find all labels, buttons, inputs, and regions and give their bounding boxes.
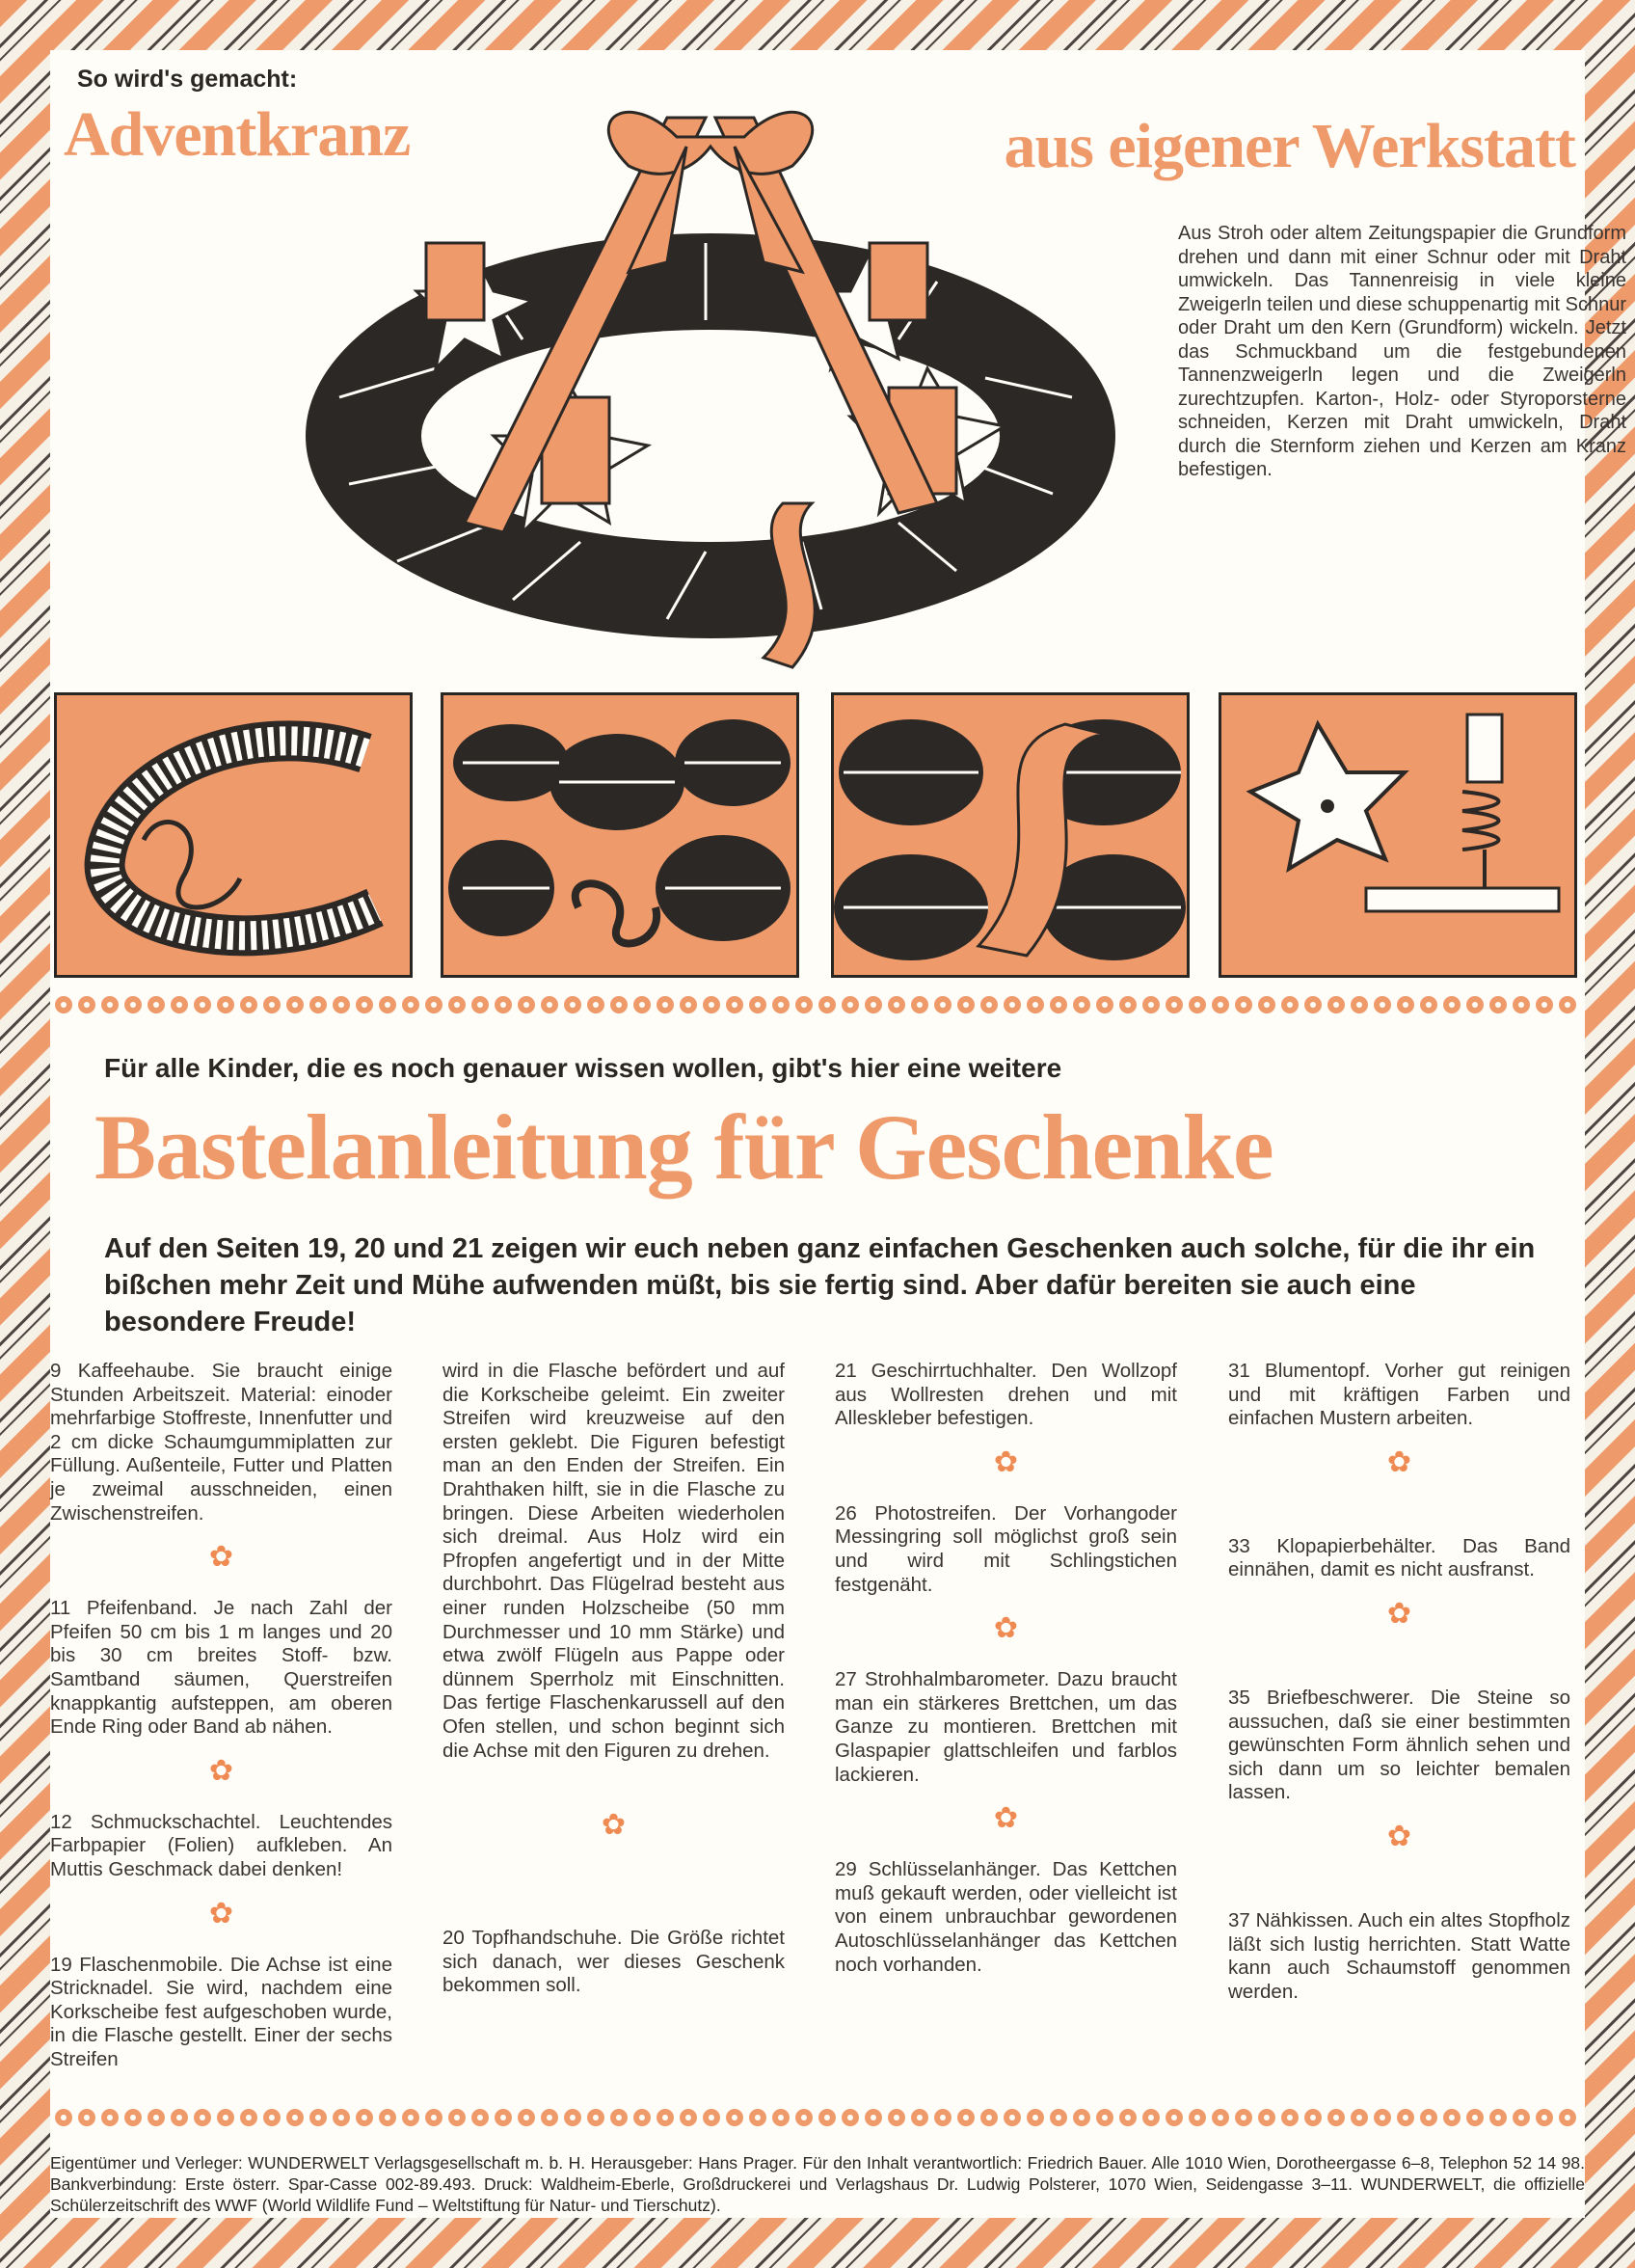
flower-dot-center [963, 2115, 969, 2120]
flower-dot-center [385, 2115, 390, 2120]
flower-dot-center [1356, 2115, 1362, 2120]
flower-dot-center [639, 2115, 645, 2120]
flower-dot-center [1218, 1002, 1223, 1008]
flower-dot-center [1102, 1002, 1108, 1008]
flower-dot-center [1356, 1002, 1362, 1008]
flower-icon: ✿ [208, 1541, 234, 1574]
flower-dot-center [593, 1002, 599, 1008]
flower-dot-center [1403, 1002, 1408, 1008]
flower-dot-center [315, 1002, 321, 1008]
flower-dot-center [662, 2115, 668, 2120]
straw-ring-drawing [57, 695, 410, 975]
flower-dot-center [269, 1002, 275, 1008]
flower-dot-center [917, 1002, 923, 1008]
kicker-text: So wird's gemacht: [77, 66, 298, 93]
flower-dot-center [1380, 1002, 1385, 1008]
flower-dot-center [1310, 2115, 1316, 2120]
step-panel-star-candle [1219, 692, 1577, 978]
flower-dot-center [1472, 2115, 1478, 2120]
fir-branches-drawing [443, 695, 796, 975]
flower-dot-center [431, 1002, 437, 1008]
flower-dot-center [477, 2115, 483, 2120]
flower-dot-center [1380, 2115, 1385, 2120]
flower-dot-center [408, 1002, 414, 1008]
flower-dot-center [385, 1002, 390, 1008]
flower-dot-center [1148, 2115, 1154, 2120]
page-sheet [50, 50, 1626, 2218]
flower-dot-center [454, 2115, 460, 2120]
flower-dot-center [61, 2115, 67, 2120]
step-panels [50, 692, 1585, 1020]
item-11: 11 Pfeifenband. Je nach Zahl der Pfeifen 50 cm bis 1 m langes und 20 bis 30 cm breites Stoff- bzw. Samtband säumen, Querstreifen knappkantig aufsteppen, am oberen Ende Ring oder Band ab nähen. [50, 1597, 392, 1739]
flower-dot-center [84, 2115, 90, 2120]
flower-dot-center [1518, 1002, 1524, 1008]
column-2 [442, 1360, 785, 2015]
flower-icon: ✿ [993, 1445, 1019, 1478]
flower-dot-center [1032, 2115, 1038, 2120]
wreath-instructions: Aus Stroh oder altem Zeitungspapier die Grundform drehen und dann mit einer Schnur oder mit Draht umwickeln. Das Tannenreisig in viele kleine Zweigerln teilen und diese schuppenartig mit Schnur oder Draht um den Kern (Grundform) wickeln. Jetzt das Schmuckband um die festgebundenen Tannenzweigerln legen und die Zweigerln zurechtzupfen. Karton-, Holz- oder Styroporsterne schneiden, Kerzen mit Draht umwickeln, Draht durch die Sternform ziehen und Kerzen am Kranz befestigen. [1178, 223, 1626, 480]
flower-dot-center [523, 1002, 529, 1008]
flower-dot-center [269, 2115, 275, 2120]
flower-dot-center [1518, 2115, 1524, 2120]
flower-dot-center [824, 1002, 830, 1008]
flower-dot-center [871, 2115, 876, 2120]
column-1 [50, 1360, 392, 2089]
flower-dot-center [200, 1002, 205, 1008]
item-26: 26 Photostreifen. Der Vorhangoder Messingring soll möglichst groß sein und wird mit Schlingstichen festgenäht. [835, 1501, 1177, 1596]
flower-dot-center [1171, 2115, 1177, 2120]
flower-dot-center [732, 1002, 737, 1008]
section-subheading: Für alle Kinder, die es noch genauer wissen wollen, gibt's hier eine weitere [104, 1053, 1062, 1083]
flower-dot-center [1287, 1002, 1293, 1008]
flower-dot-center [408, 2115, 414, 2120]
flower-dot-center [223, 2115, 228, 2120]
flower-dot-center [1426, 1002, 1432, 1008]
flower-dot-center [639, 1002, 645, 1008]
flower-dot-center [917, 2115, 923, 2120]
flower-dot-center [1241, 2115, 1246, 2120]
flower-dot-center [454, 1002, 460, 1008]
flower-icon: ✿ [993, 1612, 1019, 1645]
section-heading: Bastelanleitung für Geschenke [94, 1095, 1273, 1199]
flower-dot-center [1079, 2115, 1085, 2120]
flower-dot-center [709, 2115, 714, 2120]
flower-dot-center [1333, 1002, 1339, 1008]
item-19: 19 Flaschenmobile. Die Achse ist eine Stricknadel. Sie wird, nachdem eine Korkscheibe fest aufgeschoben wurde, in die Flasche gestellt. Einer der sechs Streifen [50, 1953, 392, 2070]
item-12: 12 Schmuckschachtel. Leuchtendes Farbpapier (Folien) aufkleben. An Muttis Geschmack dabei denken! [50, 1810, 392, 1880]
flower-dot-center [616, 1002, 622, 1008]
flower-dot-center [338, 1002, 344, 1008]
imprint: Eigentümer und Verleger: WUNDERWELT Verlagsgesellschaft m. b. H. Herausgeber: Hans Prager. Für den Inhalt verantwortlich: Friedrich Bauer. Alle 1010 Wien, Dorotheergasse 6–8, Telephon 52 14 98. Bankverbindung: Erste österr. Spar-Casse 002-89.493. Druck: Waldheim-Eberle, Großdruckerei und Verlagshaus Dr. Ludwig Polsterer, 1070 Wien, Seidengasse 3–11. WUNDERWELT, die offizielle Schülerzeitschrift des WWF (World Wildlife Fund – Weltstiftung für Natur- und Tierschutz). [50, 2153, 1585, 2215]
advent-wreath-illustration [262, 79, 1159, 716]
item-21: 21 Geschirrtuchhalter. Den Wollzopf aus Wollresten drehen und mit Alleskleber befestigen. [835, 1360, 1177, 1430]
item-37: 37 Nähkissen. Auch ein altes Stopfholz läßt sich lustig herrichten. Statt Watte kann auch Schaumstoff genommen werden. [1228, 1908, 1570, 2003]
flower-dot-center [940, 1002, 946, 1008]
flower-dot-center [1495, 2115, 1501, 2120]
flower-dot-center [1009, 2115, 1015, 2120]
flower-dot-center [292, 2115, 298, 2120]
flower-dot-center [755, 1002, 761, 1008]
flower-dot-center [1333, 2115, 1339, 2120]
flower-dot-center [847, 1002, 853, 1008]
flower-dot-center [1241, 1002, 1246, 1008]
flower-dot-center [362, 1002, 367, 1008]
flower-dot-center [223, 1002, 228, 1008]
flower-dot-center [1449, 1002, 1455, 1008]
flower-dot-center [500, 2115, 506, 2120]
flower-dot-center [176, 1002, 182, 1008]
step-panel-fir-branches [441, 692, 799, 978]
flower-dot-center [1009, 1002, 1015, 1008]
item-29: 29 Schlüsselanhänger. Das Kettchen muß gekauft werden, oder vielleicht ist von einem unbrauchbar gewordenen Autoschlüsselanhänger das Kettchen noch vorhanden. [835, 1858, 1177, 1976]
flower-dot-center [1472, 1002, 1478, 1008]
item-35: 35 Briefbeschwerer. Die Steine so aussuchen, daß sie einer bestimmten gewünschten Form ähnlich sehen und sich dann um so leichter bemalen lassen. [1228, 1686, 1570, 1804]
flower-divider-top [50, 991, 1585, 1018]
flower-dot-center [246, 2115, 252, 2120]
flower-dot-center [894, 2115, 899, 2120]
flower-dot-center [1310, 1002, 1316, 1008]
flower-dot-center [1079, 1002, 1085, 1008]
flower-dot-center [1218, 2115, 1223, 2120]
flower-dot-center [61, 1002, 67, 1008]
item-31: 31 Blumentopf. Vorher gut reinigen und mit kräftigen Farben und einfachen Mustern arbeiten. [1228, 1360, 1570, 1430]
flower-dot-center [500, 1002, 506, 1008]
flower-dot-center [130, 2115, 136, 2120]
flower-icon: ✿ [208, 1897, 234, 1930]
flower-dot-center [292, 1002, 298, 1008]
item-33: 33 Klopapierbehälter. Das Band einnähen, damit es nicht ausfranst. [1228, 1534, 1570, 1581]
flower-dot-center [1449, 2115, 1455, 2120]
flower-dot-center [755, 2115, 761, 2120]
flower-dot-center [1056, 1002, 1061, 1008]
flower-dot-center [1264, 2115, 1270, 2120]
flower-dot-center [523, 2115, 529, 2120]
flower-dot-center [709, 1002, 714, 1008]
item-9: 9 Kaffeehaube. Sie braucht einige Stunden Arbeitszeit. Material: einoder mehrfarbige Stoffreste, Innenfutter und 2 cm dicke Schaumgummiplatten zur Füllung. Außenteile, Futter und Platten je zweimal ausschneiden, einen Zwischenstreifen. [50, 1360, 392, 1525]
flower-dot-center [570, 2115, 576, 2120]
flower-dot-center [1426, 2115, 1432, 2120]
flower-dot-center [1148, 1002, 1154, 1008]
star-candle-drawing [1221, 695, 1574, 975]
title-right: aus eigener Werkstatt [1004, 111, 1575, 181]
flower-dot-center [1032, 1002, 1038, 1008]
flower-dot-center [986, 1002, 992, 1008]
flower-dot-center [732, 2115, 737, 2120]
flower-dot-center [1125, 1002, 1131, 1008]
flower-icon: ✿ [1386, 1445, 1412, 1478]
flower-dot-center [315, 2115, 321, 2120]
flower-dot-center [662, 1002, 668, 1008]
flower-dot-center [871, 1002, 876, 1008]
step-panel-ribbon [831, 692, 1190, 978]
flower-dot-center [1194, 1002, 1200, 1008]
flower-dot-center [685, 1002, 691, 1008]
ribbon-drawing [834, 695, 1187, 975]
flower-dot-center [1541, 1002, 1547, 1008]
flower-dot-center [986, 2115, 992, 2120]
flower-dot-center [153, 2115, 159, 2120]
flower-dot-center [431, 2115, 437, 2120]
flower-icon: ✿ [1386, 1820, 1412, 1852]
item-20: 20 Topfhandschuhe. Die Größe richtet sich danach, wer dieses Geschenk bekommen soll. [442, 1927, 785, 1997]
flower-icon: ✿ [1386, 1597, 1412, 1630]
flower-dot-center [1264, 1002, 1270, 1008]
flower-dot-center [778, 1002, 784, 1008]
section-lead: Auf den Seiten 19, 20 und 21 zeigen wir euch neben ganz einfachen Geschenken auch solche, für die ihr ein bißchen mehr Zeit und Mühe aufwenden müßt, bis sie fertig sind. Aber dafür bereiten sie auch eine besondere Freude! [104, 1233, 1536, 1337]
flower-dot-center [1565, 1002, 1570, 1008]
flower-dot-center [84, 1002, 90, 1008]
flower-dot-center [1541, 2115, 1547, 2120]
flower-dot-center [1125, 2115, 1131, 2120]
flower-dot-center [801, 1002, 807, 1008]
column-3 [835, 1360, 1177, 1994]
flower-dot-center [1565, 2115, 1570, 2120]
flower-icon: ✿ [208, 1754, 234, 1787]
flower-icon: ✿ [993, 1802, 1019, 1835]
flower-dot-center [1171, 1002, 1177, 1008]
flower-dot-center [1287, 2115, 1293, 2120]
flower-dot-center [107, 2115, 113, 2120]
flower-dot-center [570, 1002, 576, 1008]
flower-dot-center [1403, 2115, 1408, 2120]
flower-dot-center [547, 2115, 552, 2120]
flower-dot-center [894, 1002, 899, 1008]
flower-dot-center [685, 2115, 691, 2120]
item-27: 27 Strohhalmbarometer. Dazu braucht man ein stärkeres Brettchen, um das Ganze zu montieren. Brettchen mit Glaspapier glattschleifen und farblos lackieren. [835, 1668, 1177, 1786]
item-19-continued: wird in die Flasche befördert und auf die Korkscheibe geleimt. Ein zweiter Streifen wird kreuzweise auf den ersten geklebt. Die Figuren befestigt man an den Enden der Streifen. Ein Drahthaken hilft, sie in die Flasche zu bringen. Diese Arbeiten wiederholen sich dreimal. Aus Holz wird ein Pfropfen angefertigt und in der Mitte durchbohrt. Das Flügelrad besteht aus einer runden Holzscheibe (50 mm Durchmesser und 10 mm Stärke) und etwa zwölf Flügeln aus Pappe oder dünnem Sperrholz mit Einschnitten. Das fertige Flaschenkarussell auf den Ofen stellen, und schon beginnt sich die Achse mit den Figuren zu drehen. [442, 1360, 785, 1762]
flower-icon: ✿ [601, 1809, 627, 1842]
flower-dot-center [130, 1002, 136, 1008]
flower-dot-center [593, 2115, 599, 2120]
flower-dot-center [847, 2115, 853, 2120]
flower-dot-center [246, 1002, 252, 1008]
flower-dot-center [338, 2115, 344, 2120]
flower-dot-center [778, 2115, 784, 2120]
flower-dot-center [362, 2115, 367, 2120]
flower-dot-center [616, 2115, 622, 2120]
column-4 [1228, 1360, 1570, 2021]
flower-dot-center [200, 2115, 205, 2120]
flower-dot-center [153, 1002, 159, 1008]
flower-dot-center [824, 2115, 830, 2120]
flower-dot-center [940, 2115, 946, 2120]
flower-dot-center [1102, 2115, 1108, 2120]
step-panel-straw-ring [54, 692, 413, 978]
title-left: Adventkranz [64, 99, 411, 170]
flower-dot-center [477, 1002, 483, 1008]
flower-divider-bottom [50, 2104, 1585, 2131]
flower-dot-center [1495, 1002, 1501, 1008]
flower-dot-center [547, 1002, 552, 1008]
flower-dot-center [107, 1002, 113, 1008]
flower-dot-center [1194, 2115, 1200, 2120]
flower-dot-center [176, 2115, 182, 2120]
flower-dot-center [963, 1002, 969, 1008]
flower-dot-center [1056, 2115, 1061, 2120]
flower-dot-center [801, 2115, 807, 2120]
